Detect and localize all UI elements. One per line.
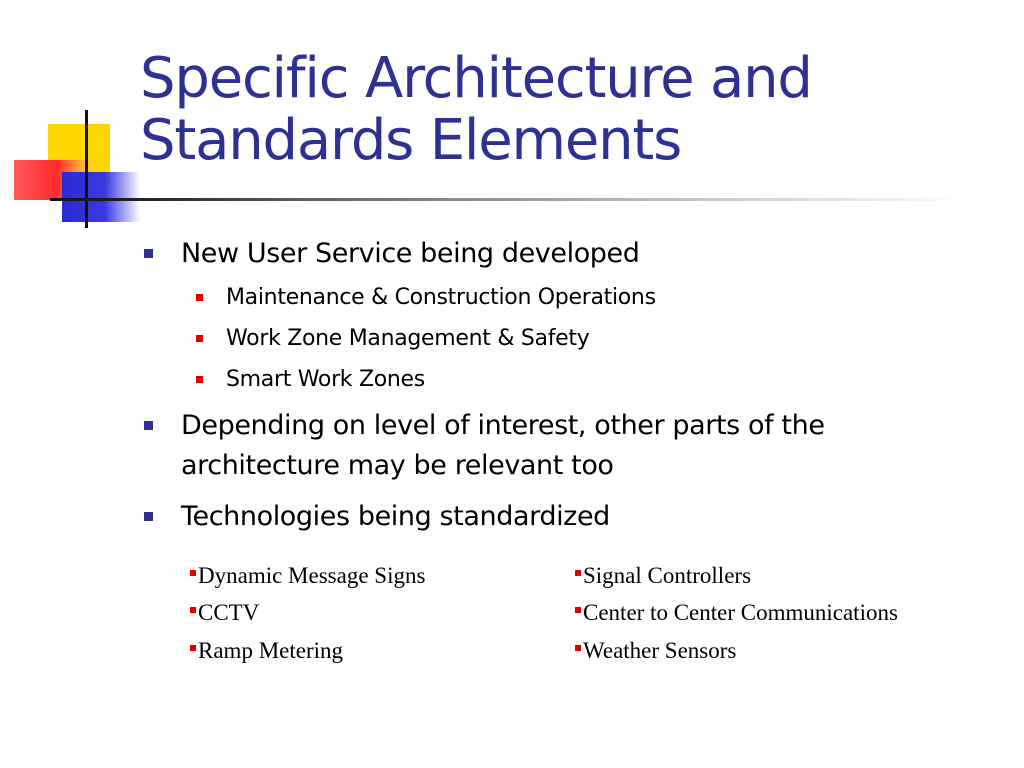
slide-title-line-1: Specific Architecture and [140,46,812,111]
bullet-text: New User Service being developed [181,238,640,269]
sub-bullet-marker [196,376,203,383]
tech-item-signal-controllers [575,561,751,591]
tech-bullet-marker [190,645,196,651]
tech-item-text: Weather Sensors [583,638,737,663]
tech-item-text: Center to Center Communications [583,600,898,625]
tech-item-cctv [190,598,259,628]
sub-bullet-text: Work Zone Management & Safety [226,326,590,351]
bullet-marker [144,421,153,430]
tech-bullet-marker [575,607,581,613]
tech-item-weather-sensors [575,636,736,666]
bullet-marker [144,512,153,521]
tech-bullet-marker [190,607,196,613]
sub-bullet-text: Maintenance & Construction Operations [226,285,656,310]
tech-item-text: Signal Controllers [583,563,752,588]
tech-item-text: Dynamic Message Signs [198,563,426,588]
sub-bullet-marker [196,335,203,342]
tech-bullet-marker [575,570,581,576]
tech-item-ramp-metering [190,636,343,666]
bullet-text: Technologies being standardized [181,501,610,532]
tech-bullet-marker [575,645,581,651]
tech-item-text: Ramp Metering [198,638,343,663]
tech-item-c2c-communications [575,598,898,628]
bullet-marker [144,249,153,258]
sub-bullet-text: Smart Work Zones [226,367,425,392]
slide-title-line-2: Standards Elements [140,108,682,173]
bullet-text-line-1: Depending on level of interest, other parts of the [181,410,825,441]
tech-item-dynamic-message-signs [190,561,425,591]
tech-bullet-marker [190,570,196,576]
tech-item-text: CCTV [198,600,260,625]
sub-bullet-marker [196,294,203,301]
bullet-text-line-2: architecture may be relevant too [181,450,614,481]
bullet-text [181,406,981,486]
